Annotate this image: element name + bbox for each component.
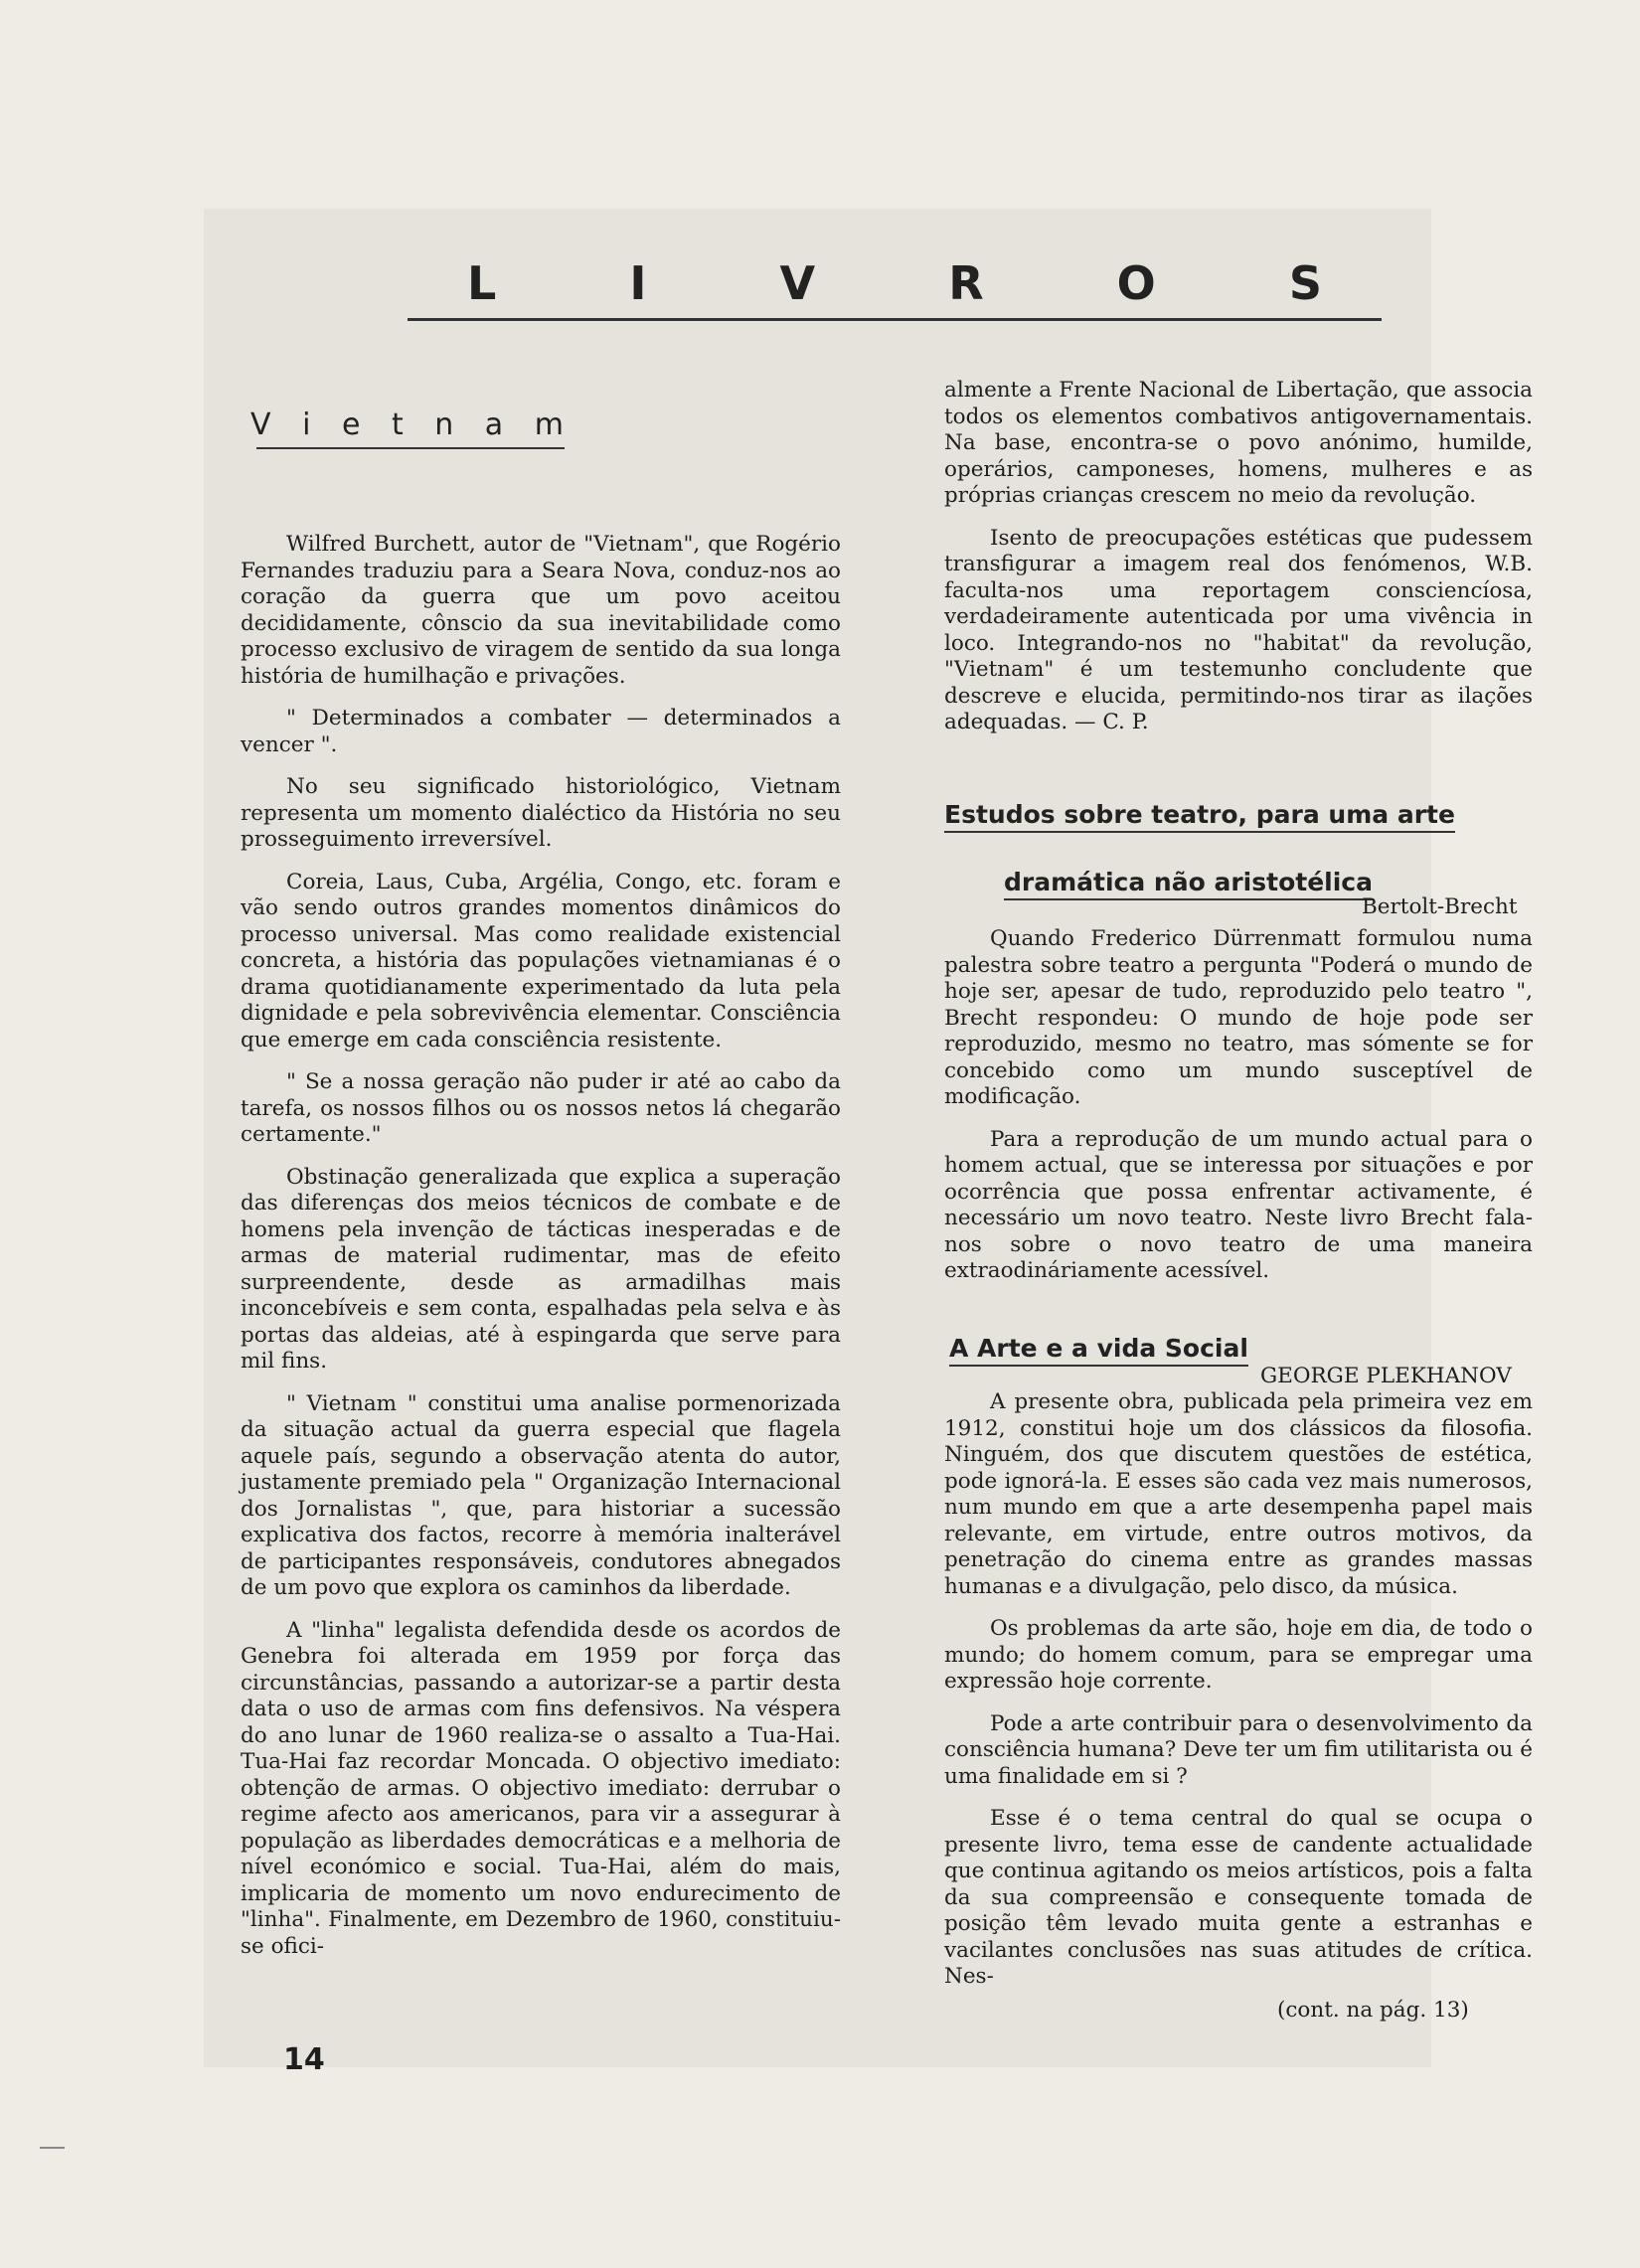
teatro-paragraph: Quando Frederico Dürrenmatt formulou numa palestra sobre teatro a pergunta "Poderá o mundo de hoje ser, apesar de tudo, reproduzido pelo teatro ", Brecht respondeu: O mundo de hoje pode ser reproduzido, mesmo no teatro, mas sómente se for concebido como um mundo susceptível de modificação. — [944, 926, 1533, 1109]
vietnam-title — [250, 407, 564, 442]
arte-paragraph: Os problemas da arte são, hoje em dia, de todo o mundo; do homem comum, para se empregar uma expressão hoje corrente. — [944, 1616, 1533, 1694]
title-letter: a — [484, 407, 504, 442]
title-letter: t — [391, 407, 404, 442]
vietnam-paragraph: Wilfred Burchett, autor de "Vietnam", que Rogério Fernandes traduziu para a Seara Nova, conduz-nos ao coração da guerra que um povo aceitou decididamente, cônscio da sua inevitabilidade como processo exclusivo de viragem de sentido da sua longa história de humilhação e privações. — [241, 532, 841, 689]
teatro-author: Bertolt-Brecht — [1362, 894, 1518, 919]
arte-text — [944, 1389, 1533, 2007]
teatro-paragraph: Para a reprodução de um mundo actual para o homem actual, que se interessa por situações e por ocorrência que possa enfrentar activamente, é necessário um novo teatro. Neste livro Brecht fala-nos sobre o novo teatro de uma maneira extraodináriamente acessível. — [944, 1126, 1533, 1283]
vietnam-paragraph: " Se a nossa geração não puder ir até ao cabo da tarefa, os nossos filhos ou os nossos netos lá chegarão certamente." — [241, 1069, 841, 1147]
masthead-letter: S — [1288, 256, 1322, 310]
masthead-letter: R — [948, 256, 984, 310]
edge-mark — [40, 2147, 65, 2149]
right-column-vietnam — [944, 378, 1533, 752]
masthead-letter: L — [467, 256, 497, 310]
teatro-text — [944, 926, 1533, 1301]
arte-title: A Arte e a vida Social — [949, 1334, 1248, 1367]
vietnam-paragraph: A "linha" legalista defendida desde os acordos de Genebra foi alterada em 1959 por força das circunstâncias, passando a autorizar-se a partir desta data o uso de armas com fins defensivos. Na véspera do ano lunar de 1960 realiza-se o assalto a Tua-Hai. Tua-Hai faz recordar Moncada. O objectivo imediato: obtenção de armas. O objectivo imediato: derrubar o regime afecto aos americanos, para vir a assegurar à população as liberdades democráticas e a melhoria de nível económico e social. Tua-Hai, além do mais, implicaria de momento um novo endurecimento de "linha". Finalmente, em Dezembro de 1960, constituiu-se ofici- — [241, 1617, 841, 1959]
continued-note: (cont. na pág. 13) — [1277, 1998, 1469, 2023]
left-column — [241, 532, 841, 1976]
arte-paragraph: A presente obra, publicada pela primeira vez em 1912, constitui hoje um dos clássicos da filosofia. Ninguém, dos que discutem questões de estética, pode ignorá-la. E esses são cada vez mais numerosos, num mundo em que a arte desempenha papel mais relevante, em virtude, entre outros motivos, da penetração do cinema entre as grandes massas humanas e a divulgação, pelo disco, da música. — [944, 1389, 1533, 1599]
title-letter: n — [434, 407, 454, 442]
vietnam-paragraph: Isento de preocupações estéticas que pudessem transfigurar a imagem real dos fenómenos, W.B. faculta-nos uma reportagem consciencíosa, verdadeiramente autenticada por uma vivência in loco. Integrando-nos no "habitat" da revolução, "Vietnam" é um testemunho concludente que descreve e elucida, permitindo-nos tirar as ilações adequadas. — C. P. — [944, 525, 1533, 734]
masthead-rule — [408, 318, 1382, 321]
vietnam-paragraph: almente a Frente Nacional de Libertação, que associa todos os elementos combativos antigovernamentais. Na base, encontra-se o povo anónimo, humilde, operários, camponeses, homens, mulheres e as próprias crianças crescem no meio da revolução. — [944, 378, 1533, 508]
vietnam-paragraph: Coreia, Laus, Cuba, Argélia, Congo, etc. foram e vão sendo outros grandes momentos dinâmicos do processo universal. Mas como realidade existencial concreta, a história das populações vietnamianas é o drama quotidianamente experimentado da luta pela dignidade e pela sobrevivência elementar. Consciência que emerge em cada consciência resistente. — [241, 869, 841, 1053]
masthead-letter: O — [1116, 256, 1156, 310]
title-letter: e — [341, 407, 361, 442]
title-letter: V — [250, 407, 271, 442]
vietnam-paragraph: " Determinados a combater — determinados a vencer ". — [241, 706, 841, 757]
masthead-letter: V — [779, 256, 816, 310]
title-letter: m — [534, 407, 564, 442]
arte-paragraph: Pode a arte contribuir para o desenvolvimento da consciência humana? Deve ter um fim utilitarista ou é uma finalidade em si ? — [944, 1710, 1533, 1789]
vietnam-title-rule — [256, 447, 565, 449]
teatro-title-line1: Estudos sobre teatro, para uma arte — [944, 800, 1455, 833]
vietnam-paragraph: No seu significado historiológico, Vietnam representa um momento dialéctico da História no seu prosseguimento irreversível. — [241, 774, 841, 852]
vietnam-paragraph: Obstinação generalizada que explica a superação das diferenças dos meios técnicos de combate e de homens pela invenção de tácticas inesperadas e de armas de material rudimentar, mas de efeito surpreendente, desde as armadilhas mais inconcebíveis e sem conta, espalhadas pela selva e às portas das aldeias, até à espingarda que serve para mil fins. — [241, 1164, 841, 1374]
vietnam-paragraph: " Vietnam " constitui uma analise pormenorizada da situação actual da guerra especial que flagela aquele país, segundo a observação atenta do autor, justamente premiado pela " Organização Internacional dos Jornalistas ", que, para historiar a sucessão explicativa dos factos, recorre à memória inalterável de participantes responsáveis, condutores abnegados de um povo que explora os caminhos da liberdade. — [241, 1390, 841, 1600]
arte-paragraph: Esse é o tema central do qual se ocupa o presente livro, tema esse de candente actualidade que continua agitando os meios artísticos, pois a falta da sua compreensão e consequente tomada de posição têm levado muita gente a estranhas e vacilantes conclusões nas suas atitudes de crítica. Nes- — [944, 1806, 1533, 1989]
arte-author: GEORGE PLEKHANOV — [1260, 1364, 1512, 1388]
page-number: 14 — [283, 2042, 325, 2077]
masthead-letter: I — [629, 256, 647, 310]
teatro-title-line2: dramática não aristotélica — [1004, 868, 1373, 900]
title-letter: i — [302, 407, 311, 442]
masthead — [408, 253, 1382, 313]
